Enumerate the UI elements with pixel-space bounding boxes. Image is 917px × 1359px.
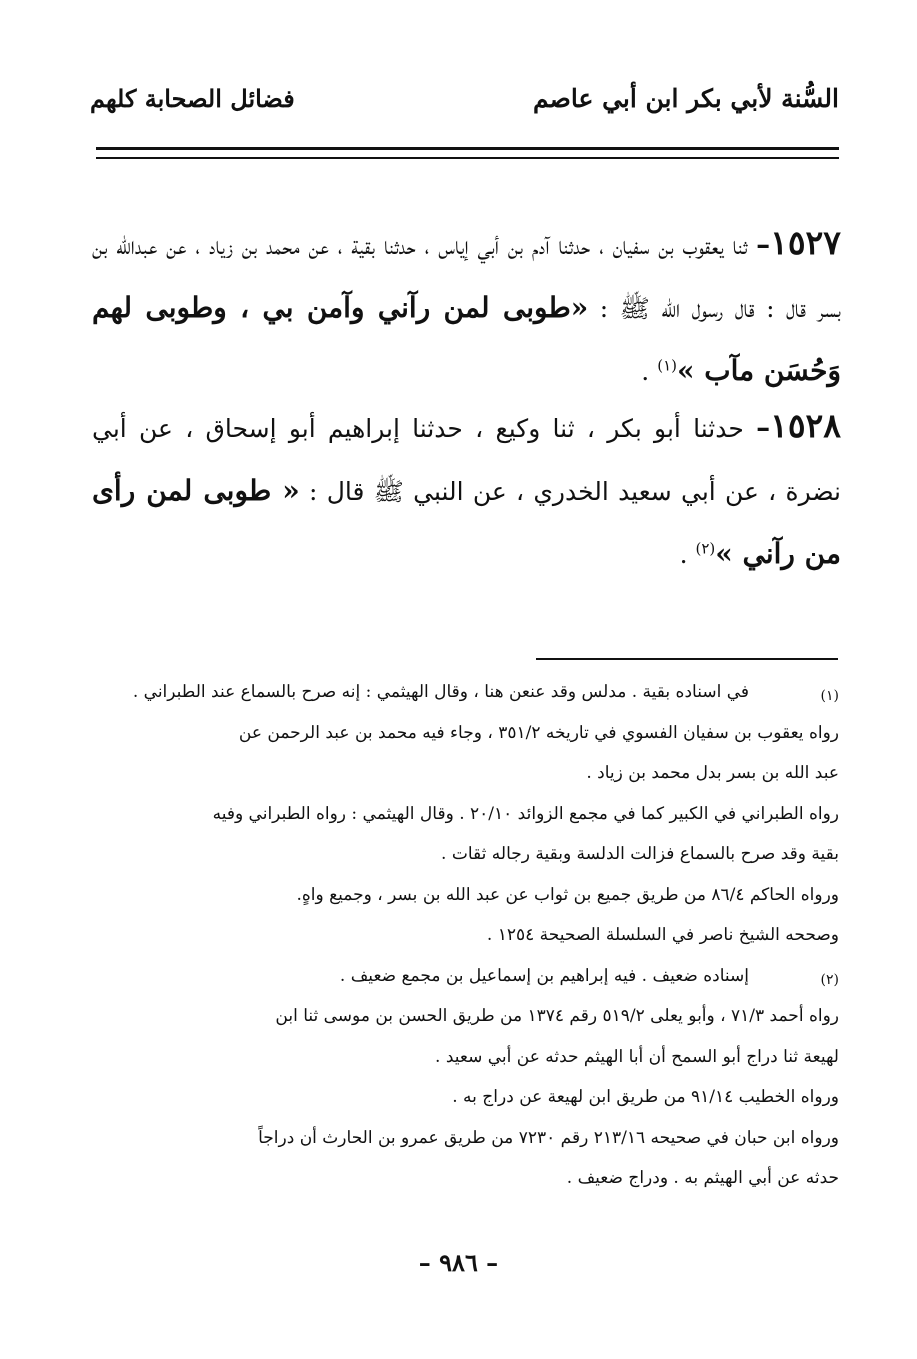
- footnote-line: عبد الله بن بسر بدل محمد بن زياد .: [586, 763, 839, 783]
- footnotes: [96, 672, 839, 1199]
- hadith-isnad: ثنا يعقوب بن سفيان ، حدثنا آدم بن أبي إياس ، حدثنا بقية ، عن محمد بن زياد ، عن عبدالله بن بسر قال : قال رسول الله ﷺ :: [92, 231, 841, 323]
- hadith-dash: –: [756, 228, 771, 261]
- book-title: السُّنة لأبي بكر ابن أبي عاصم: [532, 83, 839, 113]
- footnote-marker: (١): [820, 688, 839, 704]
- hadith-matn: «طوبى لمن رآني وآمن بي ، وطوبى لهم وَحُسَن مآب »: [92, 291, 841, 387]
- footnote-line: ورواه الحاكم ٨٦/٤ من طريق جميع بن ثواب عن عبد الله بن بسر ، وجميع واهٍ.: [296, 884, 839, 905]
- footnote-ref[interactable]: (٢): [695, 539, 716, 558]
- hadith-1528: [92, 395, 841, 586]
- footnote-line: ورواه الخطيب ٩١/١٤ من طريق ابن لهيعة عن دراج به .: [452, 1087, 839, 1107]
- footnote-1: [96, 672, 839, 956]
- footnote-marker: (٢): [820, 971, 839, 988]
- hadith-number: ١٥٢٨: [770, 406, 841, 445]
- footnote-line: رواه يعقوب بن سفيان الفسوي في تاريخه ٣٥١/٢ ، وجاء فيه محمد بن عبد الرحمن عن: [238, 722, 839, 743]
- hadith-matn: « طوبى لمن رأى من رآني »: [92, 474, 841, 570]
- page-number: – ٩٨٦ –: [418, 1248, 499, 1277]
- footnote-2: [96, 956, 839, 1199]
- header-rule-thin: [96, 157, 839, 159]
- hadith-1527: [92, 212, 841, 403]
- footnote-line: ورواه ابن حبان في صحيحه ٢١٣/١٦ رقم ٧٢٣٠ من طريق عمرو بن الحارث أن دراجاً: [258, 1127, 839, 1148]
- hadith-isnad: حدثنا أبو بكر ، ثنا وكيع ، حدثنا إبراهيم أبو إسحاق ، عن أبي نضرة ، عن أبي سعيد الخدري ، عن النبي ﷺ قال :: [92, 414, 842, 506]
- hadith-end: .: [679, 540, 696, 569]
- hadith-number: ١٥٢٧: [770, 223, 841, 262]
- footnote-line: إسناده ضعيف . فيه إبراهيم بن إسماعيل بن مجمع ضعيف .: [339, 965, 749, 986]
- footnote-ref[interactable]: (١): [657, 356, 677, 375]
- footnote-separator: [536, 658, 838, 660]
- footnote-line: رواه الطبراني في الكبير كما في مجمع الزوائد ٢٠/١٠ . وقال الهيثمي : رواه الطبراني وفيه: [212, 803, 839, 824]
- footnote-line: بقية وقد صرح بالسماع فزالت الدلسة وبقية رجاله ثقات .: [441, 844, 839, 864]
- footnote-line: لهيعة ثنا دراج أبو السمح أن أبا الهيثم حدثه عن أبي سعيد .: [435, 1046, 839, 1067]
- chapter-title: فضائل الصحابة كلهم: [90, 83, 295, 113]
- footnote-line: رواه أحمد ٧١/٣ ، وأبو يعلى ٥١٩/٢ رقم ١٣٧٤ من طريق الحسن بن موسى ثنا ابن: [275, 1006, 839, 1026]
- footnote-line: حدثه عن أبي الهيثم به . ودراج ضعيف .: [566, 1168, 839, 1188]
- footnote-line: في اسناده بقية . مدلس وقد عنعن هنا ، وقال الهيثمي : إنه صرح بالسماع عند الطبراني .: [132, 682, 749, 702]
- footnote-line: وصححه الشيخ ناصر في السلسلة الصحيحة ١٢٥٤ .: [486, 925, 839, 945]
- running-header: [90, 78, 839, 118]
- header-rule-thick: [96, 147, 839, 150]
- hadith-dash: –: [756, 411, 771, 444]
- hadith-end: .: [641, 357, 658, 386]
